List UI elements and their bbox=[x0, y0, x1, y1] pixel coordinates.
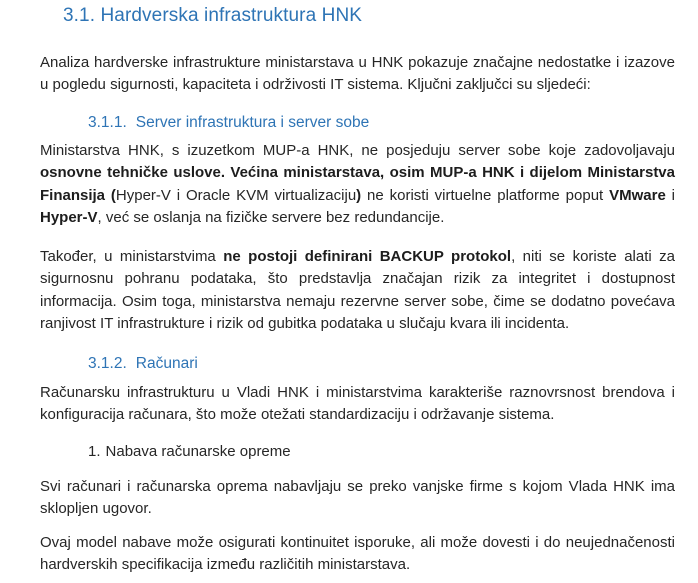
paragraph-server-infrastructure bbox=[40, 140, 675, 229]
paragraph-svi-racunari: Svi računari i računarska oprema nabavljaju se preko vanjske firme s kojom Vlada HNK ima sklopljen ugovor. bbox=[40, 478, 675, 518]
subsection-heading-3-1-1 bbox=[88, 114, 369, 132]
run-server-1: Ministarstva HNK, s izuzetkom MUP-a HNK, ne posjeduju server sobe koje zadovoljavaju bbox=[40, 142, 675, 159]
subsection-number-3-1-2: 3.1.2. bbox=[88, 355, 127, 372]
list-item bbox=[88, 441, 291, 463]
run-server-bold-1: osnovne tehničke uslove. Većina ministarstava, osim MUP-a HNK i dijelom Ministarstva Finansija ( bbox=[40, 164, 675, 204]
run-server-4: i bbox=[665, 186, 676, 204]
run-server-3: ne koristi virtuelne platforme poput bbox=[361, 186, 610, 204]
list-item-marker: 1. bbox=[88, 443, 101, 460]
run-server-5: , već se oslanja na fizičke servere bez redundancije. bbox=[97, 208, 445, 226]
list-item-label: Nabava računarske opreme bbox=[105, 443, 291, 460]
run-server-bold-4: Hyper-V bbox=[40, 208, 98, 226]
run-backup-2: , niti se koriste alati za sigurnosnu pohranu podataka, što predstavlja značajan rizik za integritet i dostupnost informacija. Osim toga, ministarstva nemaju rezervne server sobe, čime se dodatno povećava ranjivost IT infrastrukture i rizik od gubitka podataka u slučaju kvara ili incidenta. bbox=[40, 248, 675, 332]
paragraph-backup-protocol bbox=[40, 246, 675, 335]
run-backup-bold-1: ne postoji definirani BACKUP protokol bbox=[223, 248, 512, 265]
run-server-bold-3: VMware bbox=[609, 186, 666, 204]
run-server-2: Hyper-V i Oracle KVM virtualizaciju bbox=[115, 186, 357, 204]
section-heading-3-1: 3.1. Hardverska infrastruktura HNK bbox=[63, 5, 363, 26]
subsection-title-3-1-1: Server infrastruktura i server sobe bbox=[135, 114, 370, 131]
paragraph-ovaj-model: Ovaj model nabave može osigurati kontinuitet isporuke, ali može dovesti i do neujednačenosti hardverskih specifikacija između različitih ministarstava. bbox=[40, 534, 675, 574]
paragraph-racunari: Računarsku infrastrukturu u Vladi HNK i ministarstvima karakteriše raznovrsnost brendova i konfiguracija računara, što može otežati standardizaciju i održavanje sistema. bbox=[40, 384, 675, 424]
run-server-bold-2: ) bbox=[356, 186, 362, 204]
paragraph-intro: Analiza hardverske infrastrukture ministarstava u HNK pokazuje značajne nedostatke i izazove u pogledu sigurnosti, kapaciteta i održivosti IT sistema. Ključni zaključci su sljedeći: bbox=[40, 54, 675, 94]
subsection-number-3-1-1: 3.1.1. bbox=[88, 114, 127, 131]
run-backup-1: Također, u ministarstvima bbox=[40, 248, 224, 265]
subsection-title-3-1-2: Računari bbox=[135, 355, 198, 372]
subsection-heading-3-1-2 bbox=[88, 355, 198, 373]
